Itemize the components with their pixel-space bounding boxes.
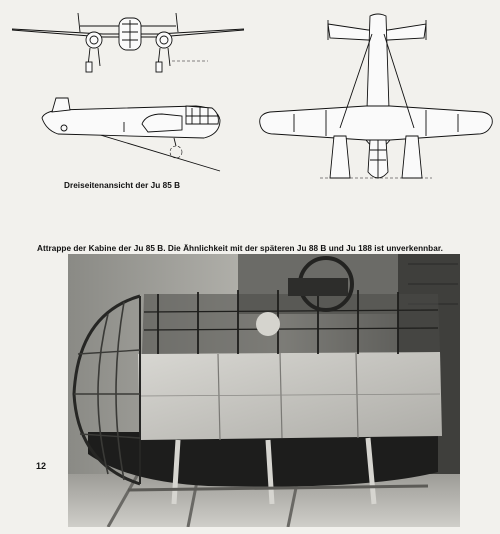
front-view-drawing xyxy=(8,8,248,78)
cockpit-mockup-photo xyxy=(68,254,460,527)
page-number: 12 xyxy=(36,461,47,471)
top-view-drawing xyxy=(256,10,496,186)
drawing-caption: Dreiseitenansicht der Ju 85 B xyxy=(64,181,181,190)
side-view-drawing xyxy=(36,94,236,176)
photo-caption: Attrappe der Kabine der Ju 85 B. Die Ähnlichkeit mit der späteren Ju 88 B und Ju 188 ist unverkennbar. xyxy=(37,244,443,253)
